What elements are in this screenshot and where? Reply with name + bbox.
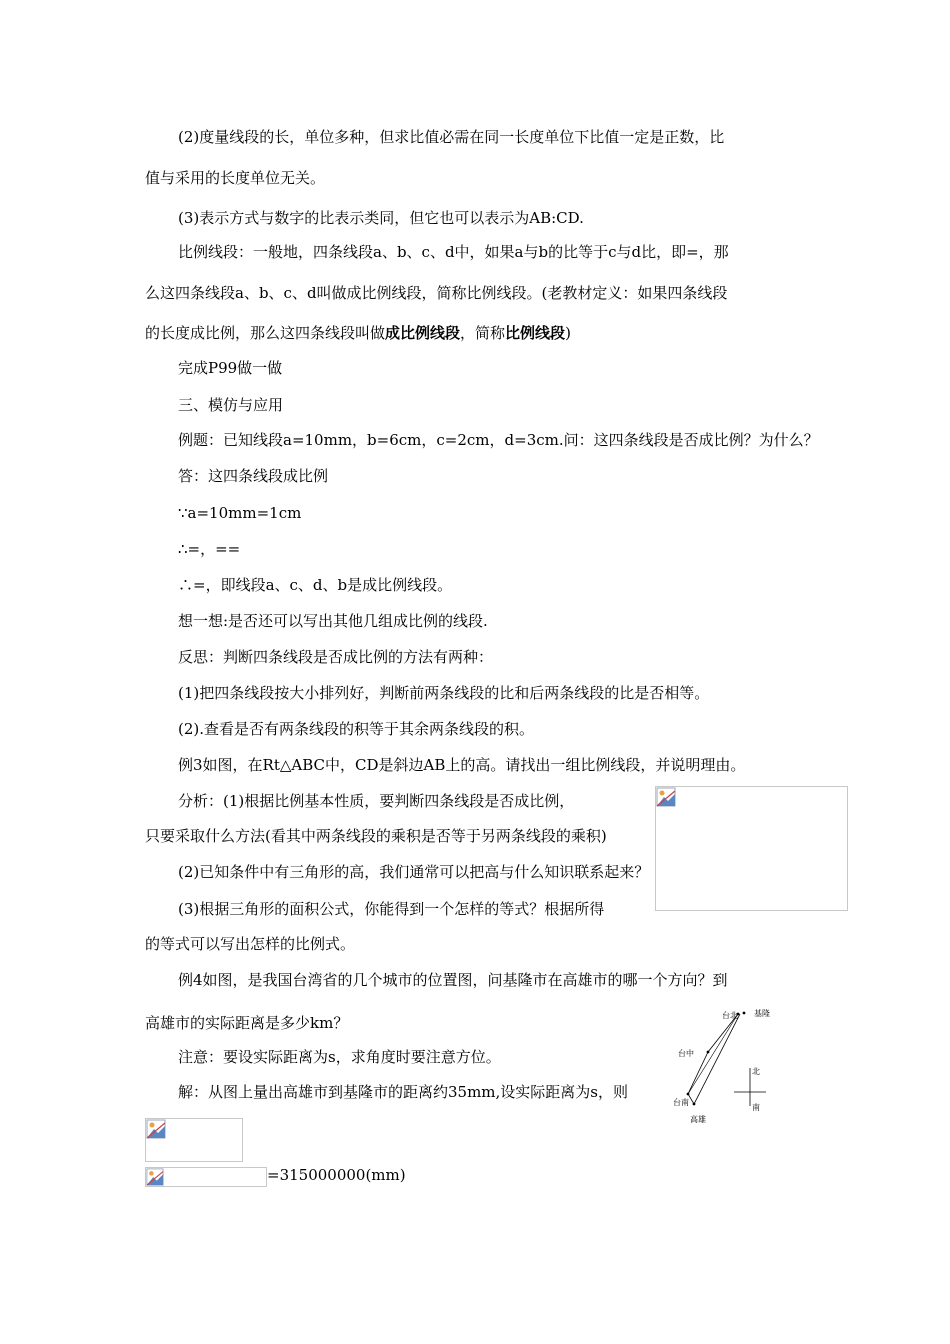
triangle-figure-placeholder [655, 786, 848, 911]
paragraph-line-18: 例3如图，在Rt△ABC中，CD是斜边AB上的高。请找出一组比例线段，并说明理由。 [178, 756, 746, 774]
broken-image-icon [146, 1168, 164, 1186]
jilong-marker [743, 1012, 746, 1015]
label-taibei: 台北 [722, 1011, 738, 1020]
paragraph-line-24: 例4如图，是我国台湾省的几个城市的位置图，问基隆市在高雄市的哪一个方向？到 [178, 971, 728, 989]
paragraph-line-5: 么这四条线段a、b、c、d叫做成比例线段，简称比例线段。(老教材定义：如果四条线段 [145, 284, 728, 302]
broken-image-icon [656, 787, 676, 807]
paragraph-line-12: ∴=，== [178, 540, 241, 558]
map-route [688, 1014, 740, 1104]
paragraph-line-2: 值与采用的长度单位无关。 [145, 169, 326, 187]
paragraph-line-4: 比例线段：一般地，四条线段a、b、c、d中，如果a与b的比等于c与d比，即=，那 [178, 243, 729, 261]
formula-image-placeholder-1 [145, 1118, 243, 1162]
paragraph-line-9: 例题：已知线段a=10mm，b=6cm，c=2cm，d=3cm.问：这四条线段是否成比例？为什么？ [178, 431, 819, 449]
definition-middle: ，简称 [460, 324, 506, 342]
paragraph-line-7: 完成P99做一做 [178, 359, 283, 377]
taiwan-city-map [670, 1004, 780, 1126]
compass-south: 南 [752, 1103, 760, 1112]
distance-result: =315000000(mm) [267, 1166, 406, 1184]
label-tainan: 台南 [673, 1098, 689, 1107]
paragraph-line-26: 注意：要设实际距离为s，求角度时要注意方位。 [178, 1048, 501, 1066]
definition-line [145, 323, 571, 343]
map-route-link [688, 1014, 738, 1094]
compass-north: 北 [752, 1067, 760, 1076]
section-heading: 三、模仿与应用 [178, 396, 284, 414]
taizhong-marker [707, 1051, 710, 1054]
label-jilong: 基隆 [754, 1009, 770, 1018]
paragraph-line-27: 解：从图上量出高雄市到基隆市的距离约35mm,设实际距离为s，则 [178, 1083, 629, 1101]
tainan-marker [687, 1093, 690, 1096]
broken-image-icon [146, 1119, 166, 1139]
term-proportional-segments: 成比例线段 [385, 324, 461, 342]
paragraph-line-25: 高雄市的实际距离是多少km？ [145, 1014, 349, 1032]
paragraph-line-15: 反思：判断四条线段是否成比例的方法有两种： [178, 648, 494, 666]
paragraph-line-20: 只要采取什么方法(看其中两条线段的乘积是否等于另两条线段的乘积) [145, 827, 607, 845]
paragraph-line-11: ∵a=10mm=1cm [178, 504, 302, 522]
definition-suffix: ) [565, 324, 571, 342]
label-taizhong: 台中 [678, 1049, 694, 1058]
label-gaoxiong: 高雄 [690, 1115, 706, 1124]
definition-prefix: 的长度成比例，那么这四条线段叫做 [145, 324, 386, 342]
gaoxiong-marker [693, 1103, 696, 1106]
paragraph-line-22: (3)根据三角形的面积公式，你能得到一个怎样的等式？根据所得 [178, 900, 605, 918]
paragraph-line-16: (1)把四条线段按大小排列好，判断前两条线段的比和后两条线段的比是否相等。 [178, 684, 710, 702]
paragraph-line-13: ∴=，即线段a、c、d、b是成比例线段。 [178, 576, 453, 594]
term-ratio-segments: 比例线段 [505, 324, 566, 342]
paragraph-line-21: (2)已知条件中有三角形的高，我们通常可以把高与什么知识联系起来？ [178, 863, 650, 881]
paragraph-line-14: 想一想:是否还可以写出其他几组成比例的线段. [178, 612, 488, 630]
paragraph-line-10: 答：这四条线段成比例 [178, 467, 329, 485]
paragraph-line-17: (2).查看是否有两条线段的积等于其余两条线段的积。 [178, 720, 535, 738]
paragraph-line-19: 分析：(1)根据比例基本性质，要判断四条线段是否成比例， [178, 792, 575, 810]
formula-image-placeholder-2 [145, 1167, 267, 1187]
paragraph-line-23: 的等式可以写出怎样的比例式。 [145, 935, 356, 953]
paragraph-line-3: (3)表示方式与数字的比表示类同，但它也可以表示为AB:CD. [178, 209, 584, 227]
paragraph-line-1: (2)度量线段的长，单位多种，但求比值必需在同一长度单位下比值一定是正数，比 [178, 128, 725, 146]
